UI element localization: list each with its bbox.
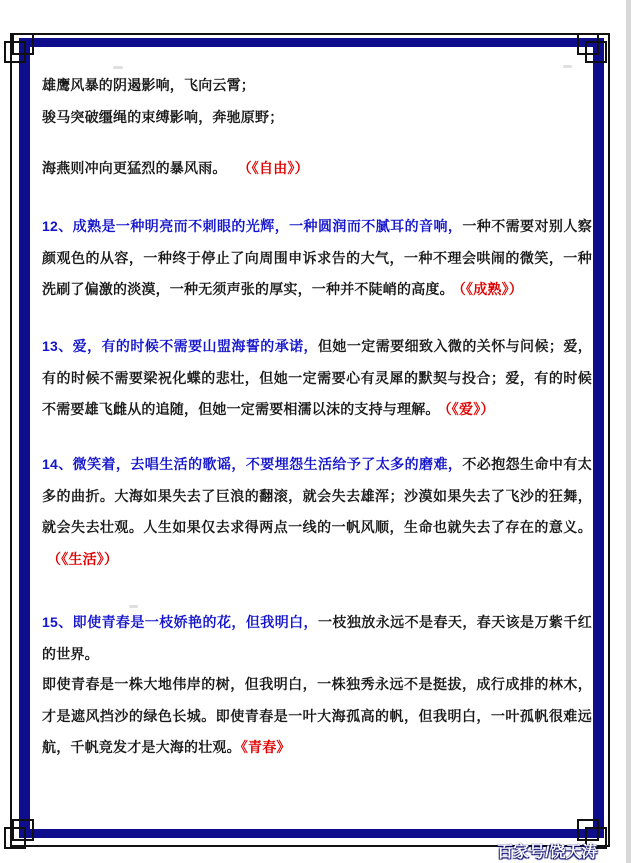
- text-segment: 一种不需要对别人察颜观色的从容，一种终于停止了向周围申诉求告的大气，一种不理会哄闹的微笑，一种洗刷了偏激的淡漠，一种无须声张的厚实，一种并不陡峭的高度。: [42, 218, 592, 297]
- corner-ornament-bottom-left-icon: [4, 827, 26, 849]
- paragraph-quote-13-love: [42, 331, 592, 426]
- paragraph-freedom-line-2: [42, 102, 592, 134]
- text-segment: 即使青春是一株大地伟岸的树，但我明白，一株独秀永远不是挺拔，成行成排的林木，才是遮风挡沙的绿色长城。即使青春是一叶大海孤高的帆，但我明白，一叶孤帆很难远航，千帆竞发才是大海的壮观。: [42, 676, 592, 755]
- text-segment: 12、成熟是一种明亮而不刺眼的光辉，一种圆润而不腻耳的音响，: [42, 218, 463, 234]
- source-title: （《生活》）: [47, 550, 119, 567]
- text-segment: 13、爱，有的时候不需要山盟海誓的承诺，: [42, 338, 318, 354]
- text-segment: 雄鹰风暴的阴遏影响，飞向云霄；: [42, 77, 255, 93]
- source-title: （《自由》）: [244, 160, 309, 176]
- source-title: （《成熟》）: [458, 281, 524, 297]
- corner-ornament-top-left-icon: [4, 41, 26, 63]
- text-segment: 海燕则冲向更猛烈的暴风雨。: [42, 160, 227, 176]
- paragraph-freedom-line-3: [42, 153, 592, 185]
- paragraph-quote-15-youth-part1: [42, 607, 592, 670]
- document-content: [42, 0, 592, 863]
- text-segment: 骏马突破缰绳的束缚影响，奔驰原野；: [42, 109, 284, 125]
- paragraph-quote-12-maturity: [42, 211, 592, 306]
- source-title: 《青春》: [240, 739, 291, 755]
- page-edge-strip: [626, 0, 631, 863]
- watermark: 百家号/饶天涛: [497, 844, 598, 861]
- paragraph-freedom-line-1: [42, 70, 592, 102]
- text-segment: 不必抱怨生命中有太多的曲折。大海如果失去了巨浪的翻滚，就会失去雄浑；沙漠如果失去了飞沙的狂舞，就会失去壮观。人生如果仅去求得两点一线的一帆风顺，生命也就失去了存在的意义。: [42, 456, 592, 535]
- text-segment: 一枝独放永远不是春天，春天该是万紫千红的世界。: [42, 614, 592, 662]
- paragraph-quote-14-life: [42, 449, 592, 575]
- paragraph-quote-15-youth-part2: [42, 669, 592, 764]
- text-segment: 但她一定需要细致入微的关怀与问候；爱，有的时候不需要梁祝化蝶的悲壮，但她一定需要心有灵犀的默契与投合；爱，有的时候不需要雄飞雌从的追随，但她一定需要相濡以沫的支持与理解。: [42, 338, 592, 417]
- text-segment: 15、即使青春是一枝娇艳的花，但我明白，: [42, 614, 318, 630]
- source-title: （《爱》）: [444, 401, 495, 417]
- text-segment: 14、微笑着，去唱生活的歌谣，不要埋怨生活给予了太多的磨难，: [42, 456, 463, 472]
